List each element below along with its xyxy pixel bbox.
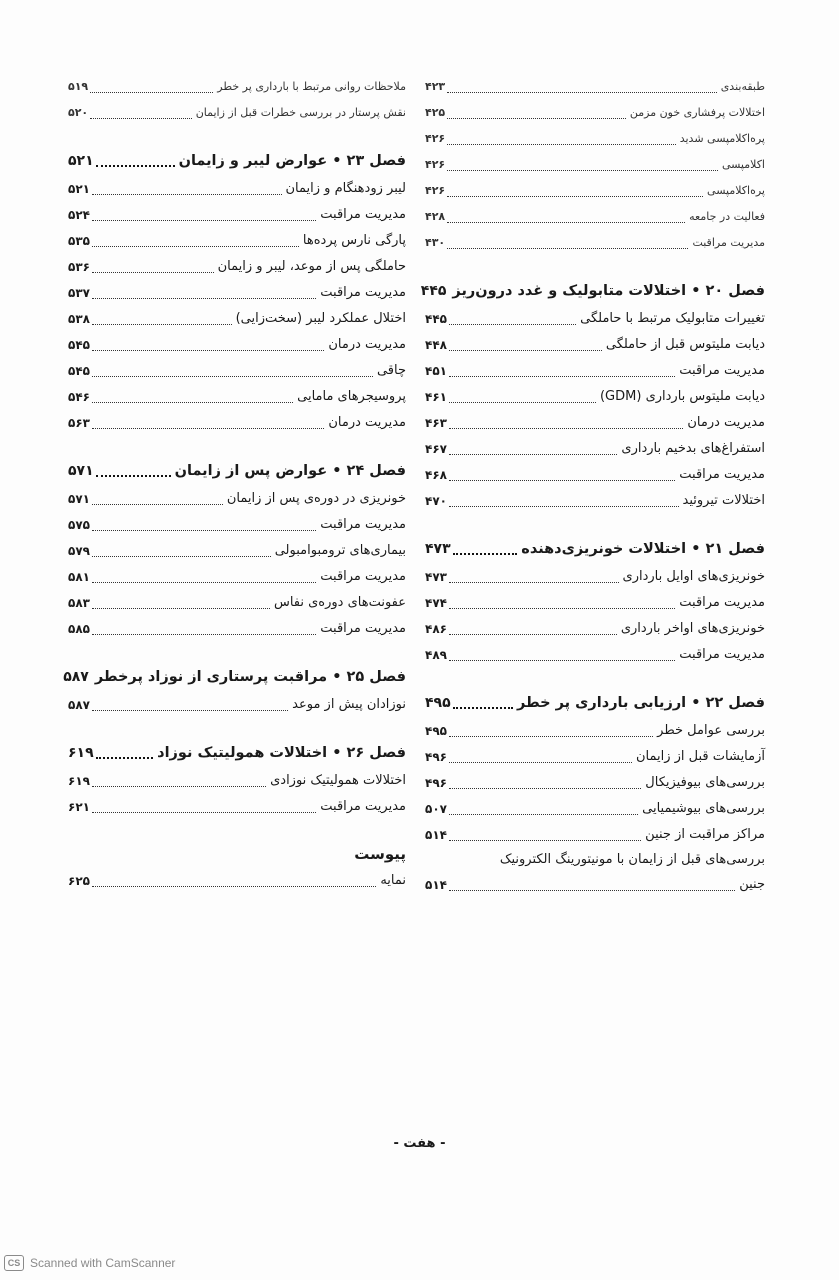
dot-leader — [449, 840, 641, 841]
dot-leader — [449, 350, 602, 351]
toc-row — [68, 202, 406, 228]
toc-row — [425, 642, 765, 668]
watermark-text: Scanned with CamScanner — [30, 1256, 176, 1270]
toc-row-title: مدیریت مراقبت — [692, 236, 765, 249]
toc-row — [425, 332, 765, 358]
toc-row-title: مدیریت مراقبت — [320, 621, 406, 636]
toc-row — [425, 488, 765, 514]
toc-row-title: مدیریت مراقبت — [679, 647, 765, 662]
toc-row — [425, 822, 765, 848]
toc-row-title: بررسی‌های بیوفیزیکال — [645, 775, 765, 790]
chapter-title: فصل ۲۴ • عوارض پس از زایمان — [174, 463, 406, 479]
dot-leader — [449, 890, 735, 891]
toc-row — [425, 384, 765, 410]
toc-row-page: ۴۲۸ — [425, 210, 446, 223]
toc-row — [68, 254, 406, 280]
dot-leader — [96, 165, 175, 167]
toc-row-page: ۵۶۳ — [68, 416, 90, 430]
toc-row-page: ۴۹۶ — [425, 776, 447, 790]
dot-leader — [92, 298, 316, 299]
toc-row — [68, 100, 406, 126]
toc-row-title: چاقی — [376, 363, 406, 378]
toc-row-title: نقش پرستار در بررسی خطرات قبل از زایمان — [195, 106, 406, 119]
toc-row-page: ۵۲۱ — [68, 182, 90, 196]
toc-row-title: مدیریت مراقبت — [679, 467, 765, 482]
dot-leader — [92, 504, 223, 505]
toc-row — [68, 332, 406, 358]
toc-row-title: خونریزی در دوره‌ی پس از زایمان — [226, 491, 406, 506]
chapter-title: فصل ۲۲ • ارزیابی بارداری پر خطر — [516, 695, 765, 711]
dot-leader — [449, 428, 683, 429]
toc-row-page: ۵۳۷ — [68, 286, 90, 300]
toc-row — [68, 692, 406, 718]
toc-row — [68, 868, 406, 894]
toc-row-title: مدیریت درمان — [328, 337, 406, 352]
toc-row — [425, 358, 765, 384]
toc-row-title: مدیریت درمان — [328, 415, 406, 430]
toc-row-page: ۴۲۶ — [425, 184, 446, 197]
toc-row-title: بیماری‌های ترومبوامبولی — [274, 543, 406, 558]
toc-row-page: ۵۴۵ — [68, 338, 90, 352]
toc-row-title: دیابت ملیتوس بارداری (GDM) — [599, 389, 765, 404]
toc-row-title: مدیریت مراقبت — [320, 285, 406, 300]
dot-leader — [447, 144, 676, 145]
toc-row-title: بررسی عوامل خطر — [657, 723, 765, 738]
dot-leader — [92, 376, 373, 377]
toc-row — [425, 100, 765, 126]
dot-leader — [92, 194, 282, 195]
toc-row-page: ۵۱۴ — [425, 828, 447, 842]
toc-row — [425, 616, 765, 642]
toc-row-title: اختلالات همولیتیک نوزادی — [270, 773, 406, 788]
toc-row — [68, 306, 406, 332]
dot-leader — [449, 736, 653, 737]
chapter-heading-25 — [63, 662, 406, 692]
toc-row-page: ۴۴۵ — [425, 312, 447, 326]
chapter-page: ۴۴۵ — [420, 283, 447, 299]
dot-leader — [449, 634, 617, 635]
toc-row — [425, 152, 765, 178]
dot-leader — [447, 222, 685, 223]
dot-leader — [447, 196, 703, 197]
toc-row-title: مدیریت درمان — [687, 415, 765, 430]
toc-row-title: بررسی‌های بیوشیمیایی — [642, 801, 765, 816]
toc-row — [425, 74, 765, 100]
toc-row — [68, 590, 406, 616]
toc-row-page: ۴۲۶ — [425, 158, 446, 171]
toc-row — [68, 176, 406, 202]
toc-row-page: ۵۱۴ — [425, 878, 447, 892]
chapter-title: فصل ۲۰ • اختلالات متابولیک و غدد درون‌ریز — [452, 283, 765, 299]
toc-row-page: ۴۹۶ — [425, 750, 447, 764]
toc-row-title: مدیریت مراقبت — [320, 799, 406, 814]
dot-leader — [449, 582, 619, 583]
chapter-title: فصل ۲۳ • عوارض لیبر و زایمان — [178, 153, 406, 169]
toc-row-title-line2: جنین — [739, 877, 765, 892]
toc-row — [425, 126, 765, 152]
toc-row-page: ۴۵۱ — [425, 364, 447, 378]
toc-row-title: مدیریت مراقبت — [320, 569, 406, 584]
dot-leader — [96, 757, 153, 759]
toc-row-page: ۵۸۳ — [68, 596, 90, 610]
toc-row-title: مدیریت مراقبت — [679, 363, 765, 378]
toc-row — [425, 306, 765, 332]
toc-row-page: ۵۱۹ — [68, 80, 89, 93]
toc-row — [68, 512, 406, 538]
toc-row-page: ۴۶۷ — [425, 442, 447, 456]
toc-row-title: دیابت ملیتوس قبل از حاملگی — [605, 337, 765, 352]
chapter-page: ۵۷۱ — [68, 463, 94, 479]
toc-row — [68, 358, 406, 384]
toc-row-page: ۵۷۵ — [68, 518, 90, 532]
toc-row-title: استفراغ‌های بدخیم بارداری — [621, 441, 765, 456]
dot-leader — [449, 814, 638, 815]
toc-row — [425, 590, 765, 616]
dot-leader — [449, 762, 632, 763]
dot-leader — [449, 376, 675, 377]
toc-row-title: اختلال عملکرد لیبر (سخت‌زایی) — [235, 311, 406, 326]
dot-leader — [449, 480, 675, 481]
dot-leader — [449, 324, 576, 325]
toc-row-page: ۵۸۷ — [68, 698, 90, 712]
dot-leader — [92, 428, 324, 429]
dot-leader — [92, 402, 293, 403]
toc-row-title: اکلامپسی — [721, 158, 765, 171]
chapter-heading-20 — [420, 276, 765, 306]
toc-row-page: ۶۲۵ — [68, 874, 90, 888]
toc-row — [68, 228, 406, 254]
toc-row-title: پروسیجرهای مامایی — [297, 389, 406, 404]
dot-leader — [92, 634, 316, 635]
chapter-page: ۴۹۵ — [425, 695, 451, 711]
chapter-heading-21 — [425, 534, 765, 564]
dot-leader — [92, 786, 266, 787]
dot-leader — [90, 92, 213, 93]
dot-leader — [92, 582, 316, 583]
toc-row-title: حاملگی پس از موعد، لیبر و زایمان — [217, 259, 406, 274]
appendix-heading: پیوست — [354, 845, 406, 863]
dot-leader — [449, 454, 617, 455]
toc-row — [68, 410, 406, 436]
toc-row-page: ۴۷۳ — [425, 570, 447, 584]
toc-row-title: اختلالات پرفشاری خون مزمن — [629, 106, 765, 119]
dot-leader — [92, 272, 214, 273]
toc-row-page: ۴۶۳ — [425, 416, 447, 430]
toc-row-title: نوزادان پیش از موعد — [292, 697, 406, 712]
dot-leader — [92, 556, 271, 557]
toc-row-page: ۵۳۶ — [68, 260, 90, 274]
toc-row-page: ۴۸۹ — [425, 648, 447, 662]
dot-leader — [447, 118, 626, 119]
dot-leader — [92, 220, 316, 221]
chapter-page: ۴۷۳ — [425, 541, 451, 557]
toc-row-title: طبقه‌بندی — [720, 80, 765, 93]
chapter-heading-26 — [68, 738, 406, 768]
toc-row — [68, 564, 406, 590]
toc-row-page: ۴۹۵ — [425, 724, 447, 738]
dot-leader — [447, 170, 718, 171]
dot-leader — [449, 506, 679, 507]
toc-row-title: خونریزی‌های اوایل بارداری — [622, 569, 765, 584]
toc-row-page: ۶۲۱ — [68, 800, 90, 814]
dot-leader — [449, 402, 596, 403]
toc-row-page: ۵۳۸ — [68, 312, 90, 326]
toc-row — [425, 410, 765, 436]
toc-row-title-line1: بررسی‌های قبل از زایمان با مونیتورینگ الکترونیک — [499, 852, 765, 867]
toc-row — [68, 74, 406, 100]
toc-row-title: پره‌اکلامپسی شدید — [679, 132, 765, 145]
dot-leader — [92, 886, 376, 887]
toc-row-page: ۵۴۶ — [68, 390, 90, 404]
toc-row-page: ۴۶۸ — [425, 468, 447, 482]
toc-row-title: اختلالات تیروئید — [682, 493, 765, 508]
toc-row-page: ۵۸۵ — [68, 622, 90, 636]
toc-row-page: ۶۱۹ — [68, 774, 90, 788]
page-number-footer: - هفت - — [393, 1136, 446, 1151]
chapter-title: فصل ۲۱ • اختلالات خونریزی‌دهنده — [521, 541, 765, 557]
chapter-heading-24 — [68, 456, 406, 486]
dot-leader — [449, 660, 675, 661]
toc-row — [68, 616, 406, 642]
toc-row — [425, 770, 765, 796]
toc-row-title: ملاحظات روانی مرتبط با بارداری پر خطر — [217, 80, 406, 93]
toc-row-page: ۵۸۱ — [68, 570, 90, 584]
chapter-title: فصل ۲۶ • اختلالات همولیتیک نوزاد — [157, 745, 406, 761]
chapter-title: فصل ۲۵ • مراقبت پرستاری از نوزاد پرخطر — [94, 669, 406, 685]
toc-row — [425, 796, 765, 822]
dot-leader — [449, 788, 641, 789]
toc-row-page: ۴۷۴ — [425, 596, 447, 610]
toc-column-left — [63, 74, 406, 894]
toc-row — [425, 718, 765, 744]
toc-row — [68, 538, 406, 564]
toc-row-title: مراکز مراقبت از جنین — [645, 827, 765, 842]
toc-row — [68, 794, 406, 820]
dot-leader — [453, 707, 513, 709]
toc-row-title: نمایه — [380, 873, 406, 888]
toc-row-page: ۴۴۸ — [425, 338, 447, 352]
toc-row-title: عفونت‌های دوره‌ی نفاس — [273, 595, 406, 610]
toc-row-title: خونریزی‌های اواخر بارداری — [620, 621, 765, 636]
dot-leader — [447, 92, 717, 93]
toc-row-page: ۴۸۶ — [425, 622, 447, 636]
toc-row-page: ۵۴۵ — [68, 364, 90, 378]
chapter-page: ۶۱۹ — [68, 745, 94, 761]
toc-row-page: ۴۲۶ — [425, 132, 446, 145]
camscanner-logo-icon: CS — [4, 1255, 24, 1271]
toc-row-title: آزمایشات قبل از زایمان — [635, 749, 765, 764]
dot-leader — [92, 530, 316, 531]
toc-row-title: مدیریت مراقبت — [320, 517, 406, 532]
toc-row — [425, 178, 765, 204]
dot-leader — [90, 118, 192, 119]
dot-leader — [447, 248, 688, 249]
toc-row — [425, 744, 765, 770]
dot-leader — [92, 350, 324, 351]
toc-row-title: تغییرات متابولیک مرتبط با حاملگی — [580, 311, 765, 326]
dot-leader — [92, 710, 288, 711]
toc-row-page: ۵۷۱ — [68, 492, 90, 506]
toc-row-page: ۵۲۴ — [68, 208, 90, 222]
scanner-watermark — [4, 1255, 175, 1271]
toc-row — [425, 230, 765, 256]
toc-row — [68, 384, 406, 410]
dot-leader — [92, 324, 232, 325]
toc-row-page: ۴۳۰ — [425, 236, 446, 249]
toc-row-title: فعالیت در جامعه — [689, 210, 765, 223]
chapter-page: ۵۲۱ — [68, 153, 94, 169]
toc-row — [68, 768, 406, 794]
toc-row-title: پارگی نارس پرده‌ها — [302, 233, 406, 248]
chapter-heading-22 — [425, 688, 765, 718]
toc-row-page: ۵۲۰ — [68, 106, 89, 119]
toc-row — [425, 872, 765, 898]
dot-leader — [92, 608, 270, 609]
toc-row-page: ۴۲۵ — [425, 106, 446, 119]
toc-row-page: ۵۰۷ — [425, 802, 447, 816]
toc-row-page: ۵۳۵ — [68, 234, 90, 248]
toc-row-wrapped — [425, 848, 765, 898]
toc-row-page: ۴۷۰ — [425, 494, 447, 508]
dot-leader — [92, 812, 316, 813]
dot-leader — [449, 608, 675, 609]
toc-column-right — [420, 74, 765, 898]
toc-row-title: لیبر زودهنگام و زایمان — [285, 181, 406, 196]
dot-leader — [96, 475, 171, 477]
toc-row — [425, 462, 765, 488]
toc-row — [68, 280, 406, 306]
toc-row-page: ۴۲۳ — [425, 80, 446, 93]
toc-row-page: ۴۶۱ — [425, 390, 447, 404]
toc-row — [425, 564, 765, 590]
toc-row-page: ۵۷۹ — [68, 544, 90, 558]
toc-row — [425, 436, 765, 462]
dot-leader — [92, 246, 299, 247]
dot-leader — [453, 553, 518, 555]
toc-row — [425, 204, 765, 230]
toc-row-title: مدیریت مراقبت — [679, 595, 765, 610]
chapter-heading-23 — [68, 146, 406, 176]
chapter-page: ۵۸۷ — [63, 669, 89, 685]
toc-row-title: پره‌اکلامپسی — [707, 184, 765, 197]
toc-row-title: مدیریت مراقبت — [320, 207, 406, 222]
toc-row — [68, 486, 406, 512]
